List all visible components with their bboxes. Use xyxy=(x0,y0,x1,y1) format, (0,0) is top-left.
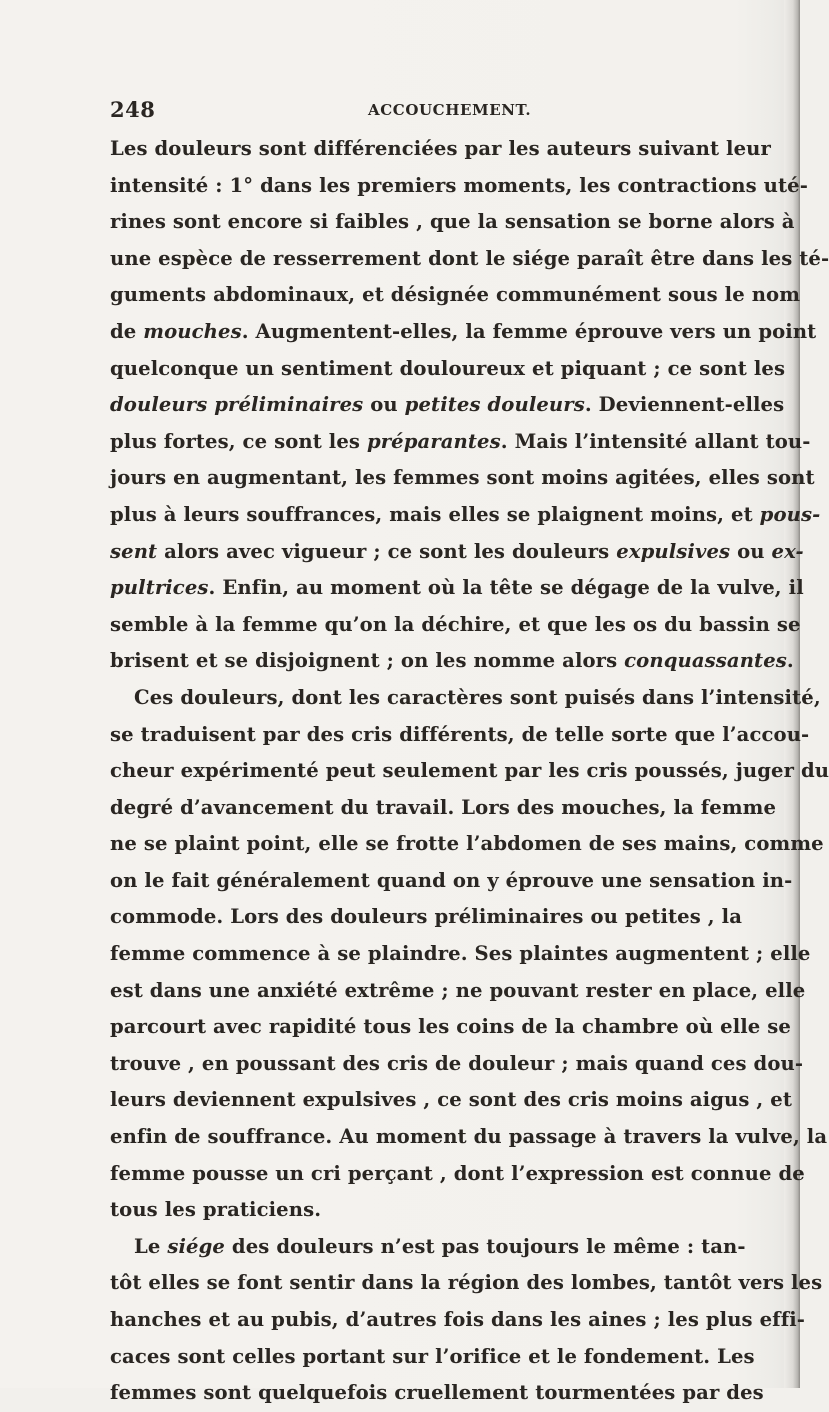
text-line xyxy=(110,863,793,900)
text-segment: hanches et au pubis, d’autres fois dans les aines ; les plus effi- xyxy=(110,1308,806,1331)
text-line xyxy=(110,1302,806,1339)
text-segment: trouve , en poussant des cris de douleur ; mais quand ces dou- xyxy=(110,1051,804,1075)
text-line xyxy=(110,351,786,388)
italic-term: pous- xyxy=(759,502,821,526)
text-line xyxy=(110,607,801,644)
text-line xyxy=(110,680,821,717)
italic-term: pultrices xyxy=(110,576,209,600)
text-line xyxy=(110,204,795,241)
text-segment: ou xyxy=(730,539,772,563)
page-number: 248 xyxy=(110,97,156,122)
text-line xyxy=(110,899,742,936)
text-segment: femme pousse un cri perçant , dont l’expression est connue de xyxy=(110,1161,805,1185)
text-segment: Le xyxy=(134,1234,168,1258)
text-segment: caces sont celles portant sur l’orifice et le fondement. Les xyxy=(110,1344,755,1368)
text-line xyxy=(110,1156,805,1193)
text-line xyxy=(110,424,811,461)
text-segment: tous les praticiens. xyxy=(110,1198,322,1222)
text-segment: alors avec vigueur ; ce sont les douleurs xyxy=(157,539,617,563)
italic-term: conquassantes xyxy=(624,649,787,673)
text-segment: des douleurs n’est pas toujours le même : tan- xyxy=(224,1234,746,1258)
text-segment: parcourt avec rapidité tous les coins de la chambre où elle se xyxy=(110,1015,791,1039)
text-line xyxy=(110,314,817,351)
italic-term: siége xyxy=(167,1234,225,1258)
text-line xyxy=(110,790,777,827)
text-segment: est dans une anxiété extrême ; ne pouvant rester en place, elle xyxy=(110,978,806,1002)
text-segment: de xyxy=(110,319,144,343)
text-line xyxy=(110,1082,792,1119)
text-line xyxy=(110,277,801,314)
text-segment: leurs deviennent expulsives , ce sont des cris moins aigus , et xyxy=(110,1088,792,1112)
text-line xyxy=(110,973,806,1010)
text-line xyxy=(110,131,771,168)
text-segment: femme commence à se plaindre. Ses plaintes augmentent ; elle xyxy=(110,942,811,966)
text-segment: une espèce de resserrement dont le siége paraît être dans les té- xyxy=(110,246,829,270)
italic-term: douleurs préliminaires xyxy=(110,393,364,417)
italic-term: préparantes xyxy=(366,429,501,453)
text-line xyxy=(110,1339,755,1376)
text-line xyxy=(110,1375,764,1412)
text-line xyxy=(110,1192,742,1229)
italic-term: sent xyxy=(110,539,158,563)
text-segment: cheur expérimenté peut seulement par les cris poussés, juger du xyxy=(110,759,829,783)
text-segment: ne se plaint point, elle se frotte l’abdomen de ses mains, comme xyxy=(110,832,824,856)
italic-term: ex- xyxy=(771,539,804,563)
text-line xyxy=(110,497,821,534)
text-line xyxy=(110,1229,746,1266)
text-line xyxy=(110,717,810,754)
text-segment: on le fait généralement quand on y éprouve une sensation in- xyxy=(110,868,793,892)
text-line xyxy=(110,753,829,790)
text-line xyxy=(110,1265,823,1302)
text-segment: guments abdominaux, et désignée communément sous le nom xyxy=(110,283,801,307)
text-line xyxy=(110,1009,791,1046)
text-segment: commode. Lors des douleurs préliminaires ou petites , la xyxy=(110,905,742,929)
text-segment: enfin de souffrance. Au moment du passage à travers la vulve, la xyxy=(110,1125,828,1149)
page-header xyxy=(110,97,750,127)
text-line xyxy=(110,241,829,278)
text-segment: . Augmentent-elles, la femme éprouve vers un point xyxy=(241,319,817,343)
text-segment: intensité : 1° dans les premiers moments, les contractions uté- xyxy=(110,173,808,197)
text-line xyxy=(110,570,804,607)
running-head: ACCOUCHEMENT. xyxy=(368,101,532,119)
text-segment: jours en augmentant, les femmes sont moins agitées, elles sont xyxy=(110,466,815,490)
text-segment: se traduisent par des cris différents, de telle sorte que l’accou- xyxy=(110,722,810,746)
text-segment: femmes sont quelquefois cruellement tourmentées par des xyxy=(110,1381,764,1405)
text-segment: degré d’avancement du travail. Lors des mouches, la femme xyxy=(110,795,777,819)
text-line xyxy=(110,936,811,973)
text-segment: . xyxy=(786,649,794,673)
text-segment: rines sont encore si faibles , que la sensation se borne alors à xyxy=(110,210,795,234)
italic-term: petites douleurs xyxy=(404,393,585,417)
italic-term: mouches xyxy=(143,319,242,343)
text-line xyxy=(110,168,808,205)
text-segment: Ces douleurs, dont les caractères sont puisés dans l’intensité, xyxy=(134,685,821,709)
body-text xyxy=(110,131,829,1412)
text-segment: . Mais l’intensité allant tou- xyxy=(500,429,811,453)
text-segment: ou xyxy=(363,393,405,417)
text-segment: plus fortes, ce sont les xyxy=(110,429,367,453)
text-segment: . Enfin, au moment où la tête se dégage de la vulve, il xyxy=(208,576,804,600)
text-line xyxy=(110,826,824,863)
text-segment: semble à la femme qu’on la déchire, et que les os du bassin se xyxy=(110,612,801,636)
text-segment: quelconque un sentiment douloureux et piquant ; ce sont les xyxy=(110,356,786,380)
text-segment: . Deviennent-elles xyxy=(584,393,785,417)
text-line xyxy=(110,460,815,497)
text-line xyxy=(110,643,794,680)
italic-term: expulsives xyxy=(616,539,731,563)
text-line xyxy=(110,1046,804,1083)
text-line xyxy=(110,534,804,571)
text-segment: tôt elles se font sentir dans la région des lombes, tantôt vers les xyxy=(110,1271,823,1295)
text-segment: Les douleurs sont différenciées par les auteurs suivant leur xyxy=(110,137,771,160)
text-segment: brisent et se disjoignent ; on les nomme alors xyxy=(110,649,625,673)
text-line xyxy=(110,387,785,424)
text-segment: plus à leurs souffrances, mais elles se plaignent moins, et xyxy=(110,502,760,526)
text-line xyxy=(110,1119,828,1156)
